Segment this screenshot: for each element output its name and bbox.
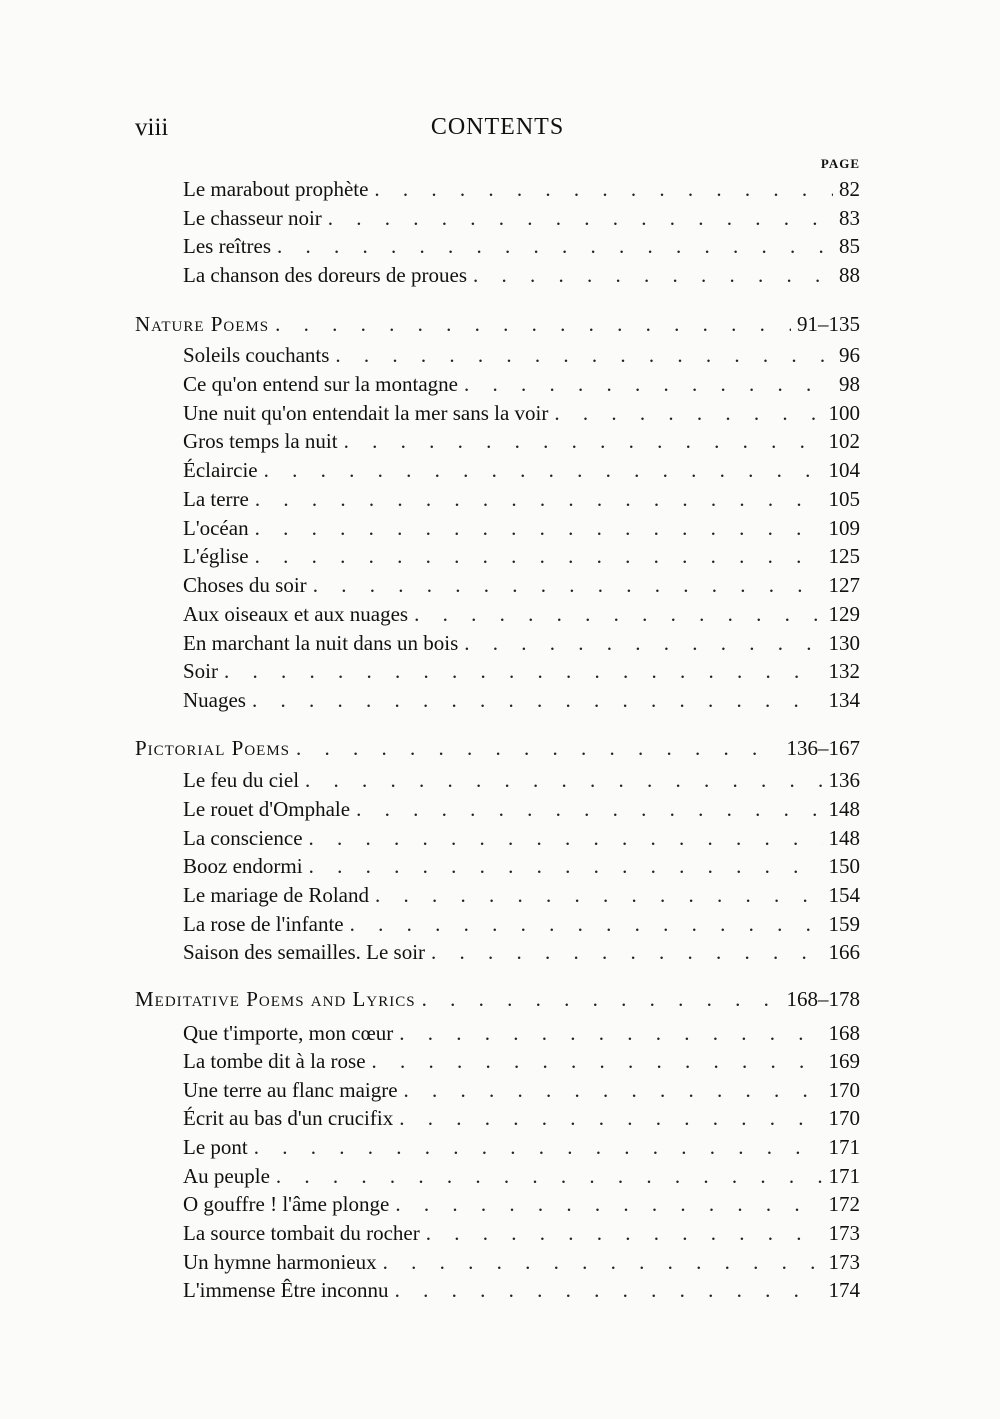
entry-page: 169	[828, 1049, 860, 1073]
toc-entry	[183, 456, 860, 484]
section-pages: 168–178	[786, 987, 860, 1011]
leader-dots	[356, 795, 822, 823]
leader-dots	[309, 824, 823, 852]
section-title: Nature Poems	[135, 312, 270, 336]
entry-page: 172	[828, 1192, 860, 1216]
leader-dots	[309, 852, 823, 880]
entry-title: La rose de l'infante	[183, 912, 344, 936]
entry-page: 85	[839, 234, 860, 258]
entry-page: 148	[828, 797, 860, 821]
toc-entry	[183, 1076, 860, 1104]
toc-section-heading	[135, 985, 860, 1013]
entry-page: 129	[828, 602, 860, 626]
entry-page: 105	[828, 487, 860, 511]
entry-title: Au peuple	[183, 1164, 270, 1188]
toc-entry	[183, 629, 860, 657]
entry-page: 109	[828, 516, 860, 540]
toc-entry	[183, 657, 860, 685]
entry-page: 127	[828, 573, 860, 597]
entry-page: 170	[828, 1078, 860, 1102]
toc-entry	[183, 1133, 860, 1161]
leader-dots	[255, 542, 823, 570]
toc-entry	[183, 542, 860, 570]
leader-dots	[383, 1248, 823, 1276]
toc-entry	[183, 910, 860, 938]
entry-page: 173	[828, 1250, 860, 1274]
toc-entry	[183, 881, 860, 909]
leader-dots	[422, 985, 781, 1013]
toc-entry	[183, 514, 860, 542]
leader-dots	[275, 310, 791, 338]
leader-dots	[276, 1162, 823, 1190]
entry-title: L'immense Être inconnu	[183, 1278, 389, 1302]
entry-title: Un hymne harmonieux	[183, 1250, 377, 1274]
entry-title: Le marabout prophète	[183, 177, 369, 201]
entry-title: Nuages	[183, 688, 246, 712]
toc-section-heading	[135, 734, 860, 762]
leader-dots	[372, 1047, 823, 1075]
leader-dots	[264, 456, 823, 484]
leader-dots	[554, 399, 822, 427]
entry-title: Une terre au flanc maigre	[183, 1078, 398, 1102]
leader-dots	[426, 1219, 823, 1247]
leader-dots	[255, 514, 823, 542]
leader-dots	[464, 629, 822, 657]
toc-entry	[183, 175, 860, 203]
toc-entry	[183, 1019, 860, 1047]
entry-page: 132	[828, 659, 860, 683]
leader-dots	[395, 1190, 822, 1218]
leader-dots	[374, 175, 833, 203]
leader-dots	[395, 1276, 823, 1304]
section-title: Pictorial Poems	[135, 736, 291, 760]
entry-title: Écrit au bas d'un crucifix	[183, 1106, 394, 1130]
entry-title: L'océan	[183, 516, 249, 540]
entry-title: La chanson des doreurs de proues	[183, 263, 467, 287]
entry-page: 159	[828, 912, 860, 936]
leader-dots	[344, 427, 823, 455]
entry-page: 96	[839, 343, 860, 367]
toc-entry	[183, 938, 860, 966]
toc-entry	[183, 852, 860, 880]
entry-page: 134	[828, 688, 860, 712]
leader-dots	[335, 341, 833, 369]
entry-page: 171	[828, 1135, 860, 1159]
entry-title: Soleils couchants	[183, 343, 330, 367]
entry-page: 83	[839, 206, 860, 230]
leader-dots	[473, 261, 833, 289]
leader-dots	[375, 881, 822, 909]
leader-dots	[350, 910, 823, 938]
leader-dots	[277, 232, 833, 260]
toc-entry	[183, 686, 860, 714]
toc-entry	[183, 1219, 860, 1247]
entry-title: Choses du soir	[183, 573, 307, 597]
toc-entry	[183, 399, 860, 427]
page-column-label: PAGE	[820, 156, 860, 171]
leader-dots	[255, 485, 823, 513]
entry-title: La conscience	[183, 826, 303, 850]
entry-page: 168	[828, 1021, 860, 1045]
toc-entry	[183, 766, 860, 794]
section-pages: 91–135	[797, 312, 860, 336]
toc-entry	[183, 204, 860, 232]
leader-dots	[252, 686, 823, 714]
leader-dots	[431, 938, 822, 966]
entry-page: 100	[828, 401, 860, 425]
entry-title: La terre	[183, 487, 249, 511]
leader-dots	[328, 204, 833, 232]
leader-dots	[254, 1133, 823, 1161]
entry-title: Une nuit qu'on entendait la mer sans la voir	[183, 401, 549, 425]
entry-page: 173	[828, 1221, 860, 1245]
entry-page: 98	[839, 372, 860, 396]
toc-section-heading	[135, 310, 860, 338]
entry-title: Les reîtres	[183, 234, 272, 258]
entry-page: 174	[828, 1278, 860, 1302]
entry-page: 102	[828, 429, 860, 453]
entry-title: Le mariage de Roland	[183, 883, 370, 907]
entry-page: 104	[828, 458, 860, 482]
toc-entry	[183, 370, 860, 398]
leader-dots	[399, 1019, 822, 1047]
toc-entry	[183, 1104, 860, 1132]
entry-title: Saison des semailles. Le soir	[183, 940, 426, 964]
leader-dots	[305, 766, 822, 794]
entry-page: 125	[828, 544, 860, 568]
entry-title: L'église	[183, 544, 249, 568]
leader-dots	[399, 1104, 822, 1132]
entry-page: 82	[839, 177, 860, 201]
toc-entry	[183, 1047, 860, 1075]
entry-title: O gouffre ! l'âme plonge	[183, 1192, 390, 1216]
toc-entry	[183, 261, 860, 289]
entry-title: Éclaircie	[183, 458, 258, 482]
entry-page: 136	[828, 768, 860, 792]
leader-dots	[296, 734, 780, 762]
entry-title: Que t'importe, mon cœur	[183, 1021, 394, 1045]
entry-title: Booz endormi	[183, 854, 303, 878]
entry-page: 130	[828, 631, 860, 655]
entry-title: Soir	[183, 659, 219, 683]
entry-page: 171	[828, 1164, 860, 1188]
entry-title: Le rouet d'Omphale	[183, 797, 351, 821]
entry-title: Aux oiseaux et aux nuages	[183, 602, 409, 626]
entry-title: Ce qu'on entend sur la montagne	[183, 372, 458, 396]
entry-page: 88	[839, 263, 860, 287]
page-number: viii	[135, 114, 169, 141]
toc-entry	[183, 600, 860, 628]
entry-title: La tombe dit à la rose	[183, 1049, 366, 1073]
entry-title: Le pont	[183, 1135, 248, 1159]
entry-title: Gros temps la nuit	[183, 429, 338, 453]
entry-title: Le chasseur noir	[183, 206, 322, 230]
leader-dots	[313, 571, 823, 599]
entry-page: 148	[828, 826, 860, 850]
entry-page: 154	[828, 883, 860, 907]
entry-title: La source tombait du rocher	[183, 1221, 420, 1245]
leader-dots	[404, 1076, 823, 1104]
toc-entry	[183, 571, 860, 599]
leader-dots	[224, 657, 822, 685]
entry-title: En marchant la nuit dans un bois	[183, 631, 459, 655]
toc-entry	[183, 1248, 860, 1276]
section-pages: 136–167	[786, 736, 860, 760]
toc-entry	[183, 341, 860, 369]
entry-title: Le feu du ciel	[183, 768, 300, 792]
toc-entry	[183, 427, 860, 455]
section-title: Meditative Poems and Lyrics	[135, 987, 416, 1011]
entry-page: 170	[828, 1106, 860, 1130]
entry-page: 166	[828, 940, 860, 964]
toc-entry	[183, 1162, 860, 1190]
toc-entry	[183, 824, 860, 852]
toc-entry	[183, 485, 860, 513]
page-title: CONTENTS	[430, 114, 565, 140]
toc-entry	[183, 1276, 860, 1304]
leader-dots	[464, 370, 833, 398]
leader-dots	[414, 600, 822, 628]
toc-entry	[183, 1190, 860, 1218]
toc-entry	[183, 795, 860, 823]
entry-page: 150	[828, 854, 860, 878]
toc-entry	[183, 232, 860, 260]
